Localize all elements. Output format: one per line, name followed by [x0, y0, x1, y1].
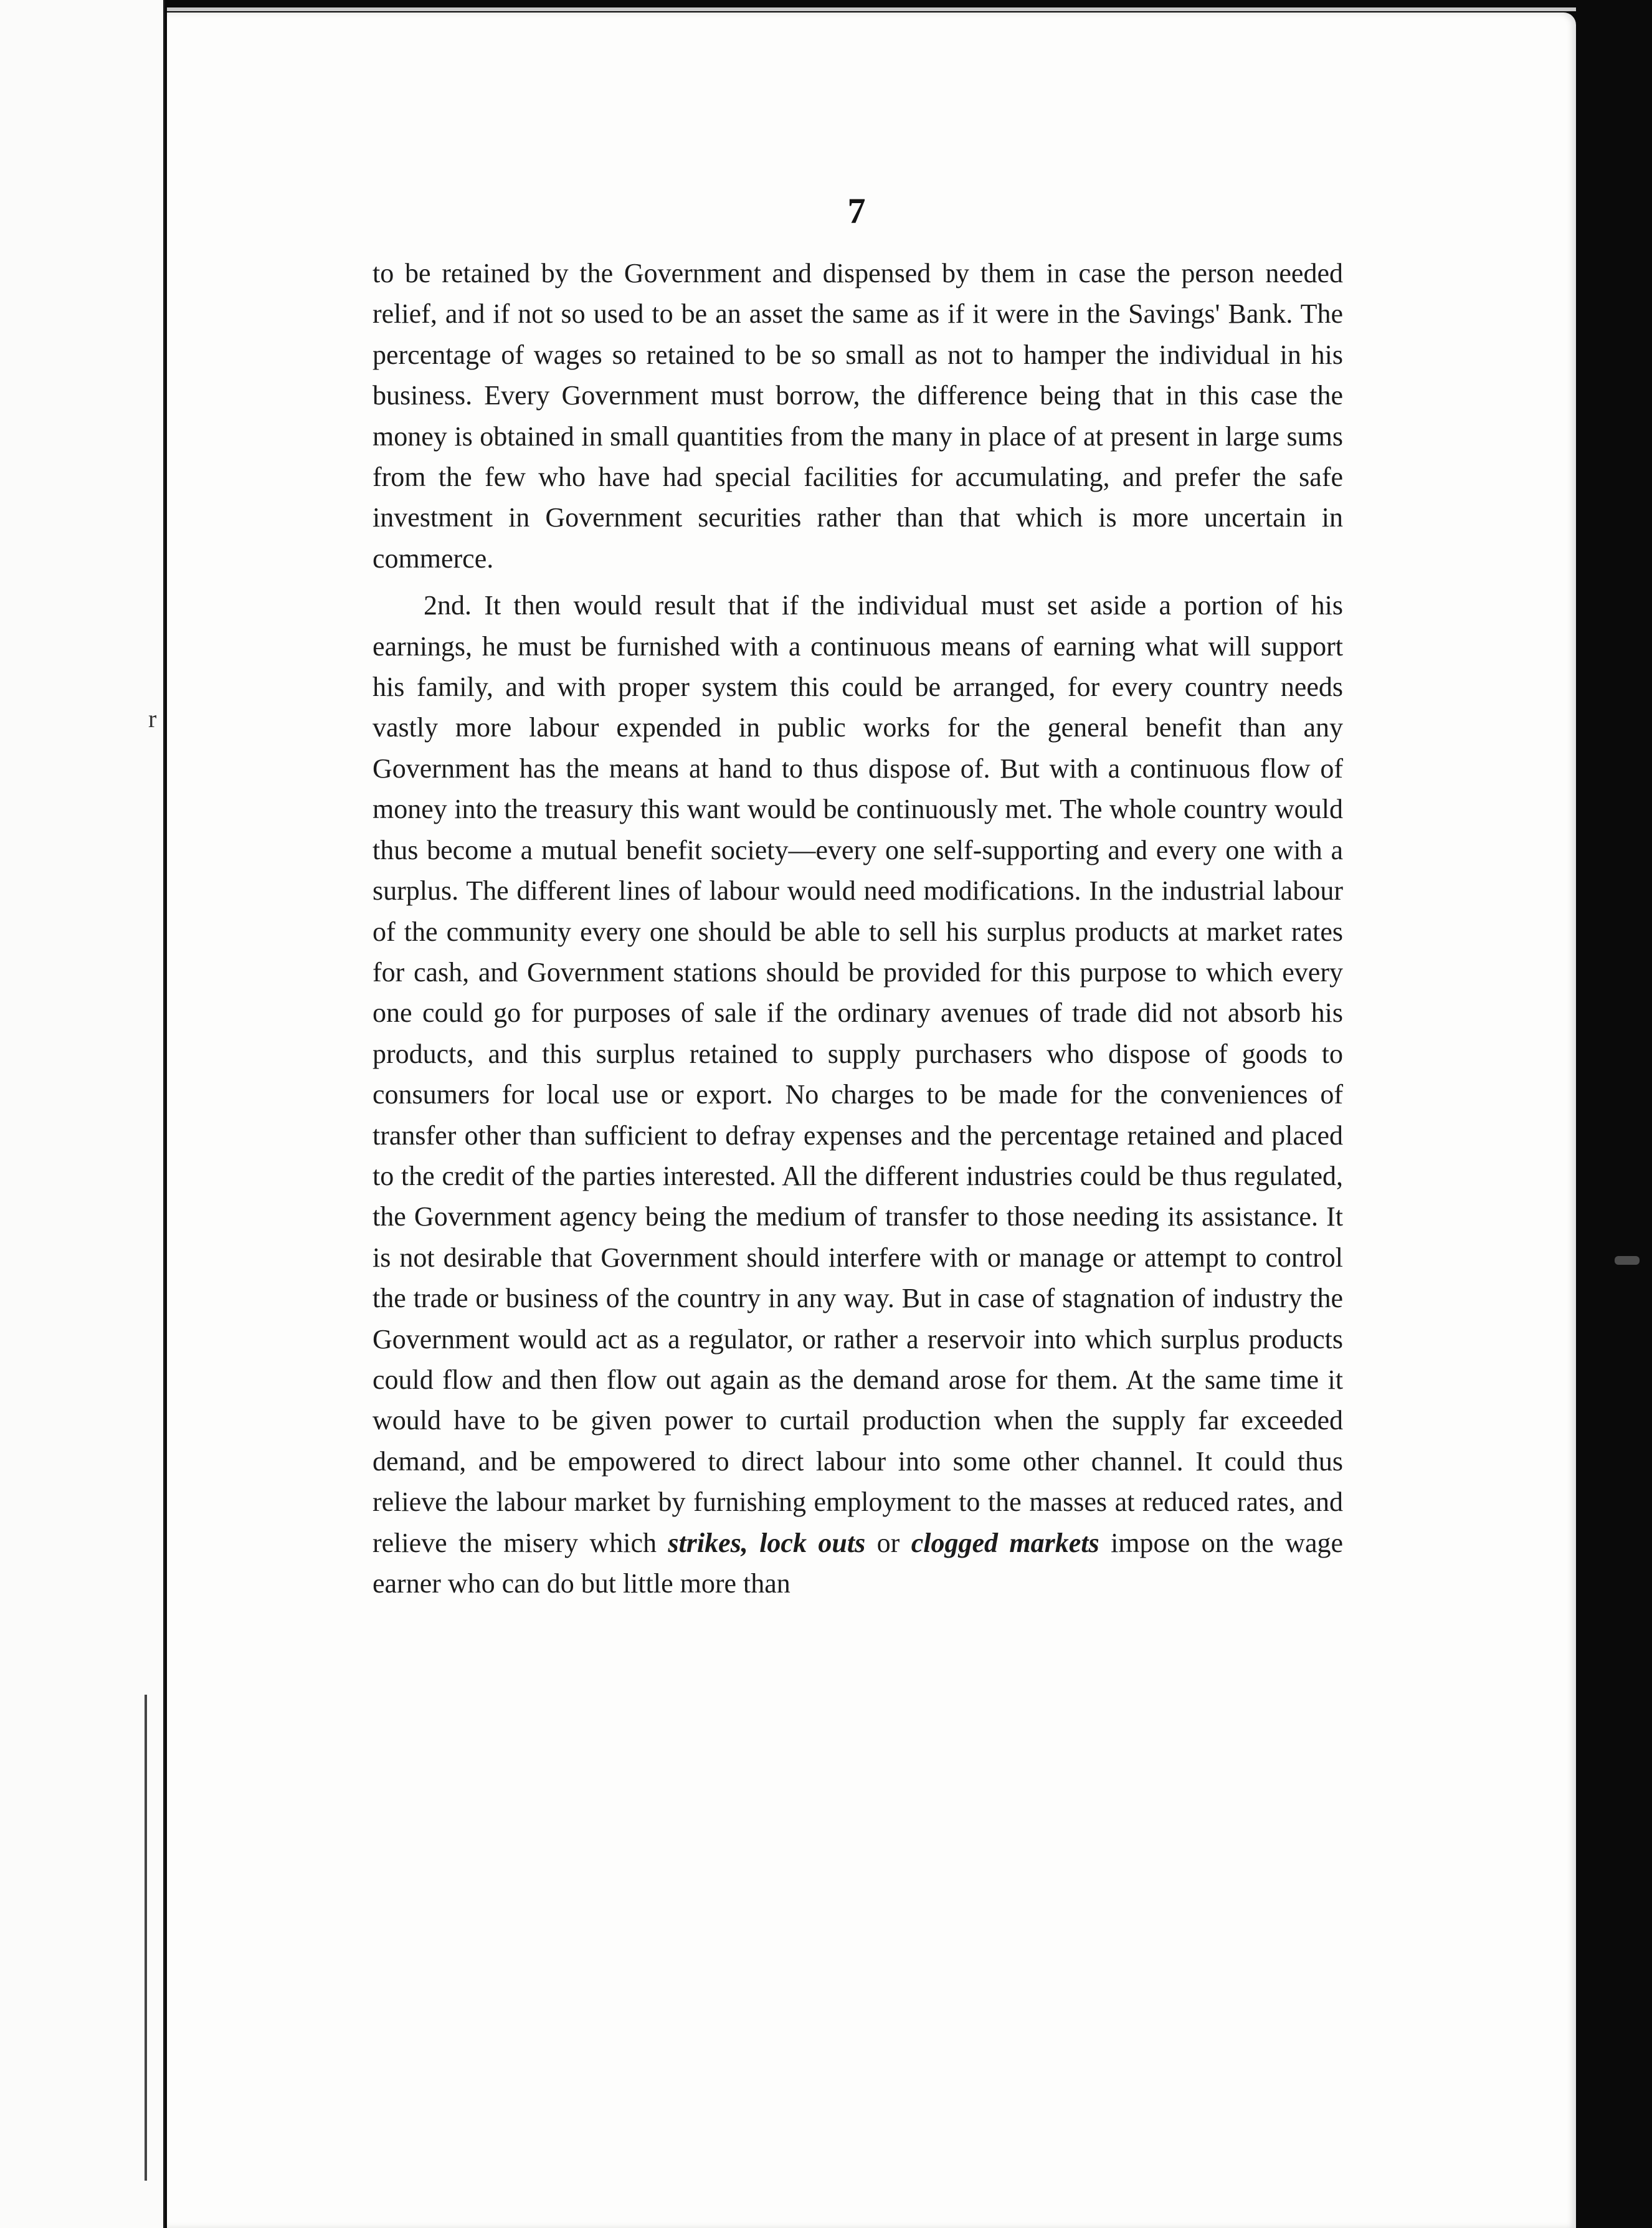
left-page [0, 0, 165, 2228]
scan-speck [1615, 1256, 1640, 1265]
emphasis-lock-outs: lock outs [759, 1527, 866, 1558]
body-text [373, 253, 1343, 1604]
paragraph-2-text: 2nd. It then would result that if the individual must set aside a portion of his earnings, he must be furnished with a continuous means of earning what will support his family, and with proper system this could be arranged, for every country needs vastly more labour expended in public works for the general benefit than any Government has the means at hand to thus dispose of. But with a continuous flow of money into the treasury this want would be continuously met. The whole country would thus become a mutual benefit society—every one self-supporting and every one with a surplus. The different lines of labour would need modifications. In the industrial labour of the community every one should be able to sell his surplus products at market rates for cash, and Government stations should be provided for this purpose to which every one could go for purposes of sale if the ordinary avenues of trade did not absorb his products, and this surplus retained to supply purchasers who dispose of goods to consumers for local use or export. No charges to be made for the conveniences of transfer other than sufficient to defray expenses and the percentage retained and placed to the credit of the parties interested. All the different industries could be thus regulated, the Government agency being the medium of transfer to those needing its assistance. It is not desirable that Government should interfere with or manage or attempt to control the trade or business of the country in any way. But in case of stagnation of industry the Government would act as a regulator, or rather a reservoir into which surplus products could flow and then flow out again as the demand arose for them. At the same time it would have to be given power to curtail production when the supply far exceeded demand, and be empowered to direct labour into some other channel. It could thus relieve the labour market by furnishing employment to the masses at reduced rates, and relieve the misery which [373, 590, 1343, 1558]
word-or: or [876, 1527, 900, 1558]
paragraph-2-ending: impose on the wage earner who can do but little more than [373, 1527, 1344, 1599]
emphasis-strikes: strikes, [668, 1527, 748, 1558]
emphasis-clogged-markets: clogged markets [911, 1527, 1099, 1558]
paragraph-2 [373, 585, 1343, 1604]
binding-gutter [145, 1695, 147, 2181]
page-number: 7 [847, 191, 866, 231]
page-top-edge [167, 7, 1576, 11]
paragraph-1: to be retained by the Government and dispensed by them in case the person needed relief, and if not so used to be an asset the same as if it were in the Savings' Bank. The percentage of wages so retained to be so small as not to hamper the individual in his business. Every Government must borrow, the difference being that in this case the money is obtained in small quantities from the many in place of at present in large sums from the few who have had special facilities for accumulating, and prefer the safe investment in Government securities rather than that which is more uncertain in commerce. [373, 258, 1343, 574]
margin-mark: r [148, 705, 157, 733]
